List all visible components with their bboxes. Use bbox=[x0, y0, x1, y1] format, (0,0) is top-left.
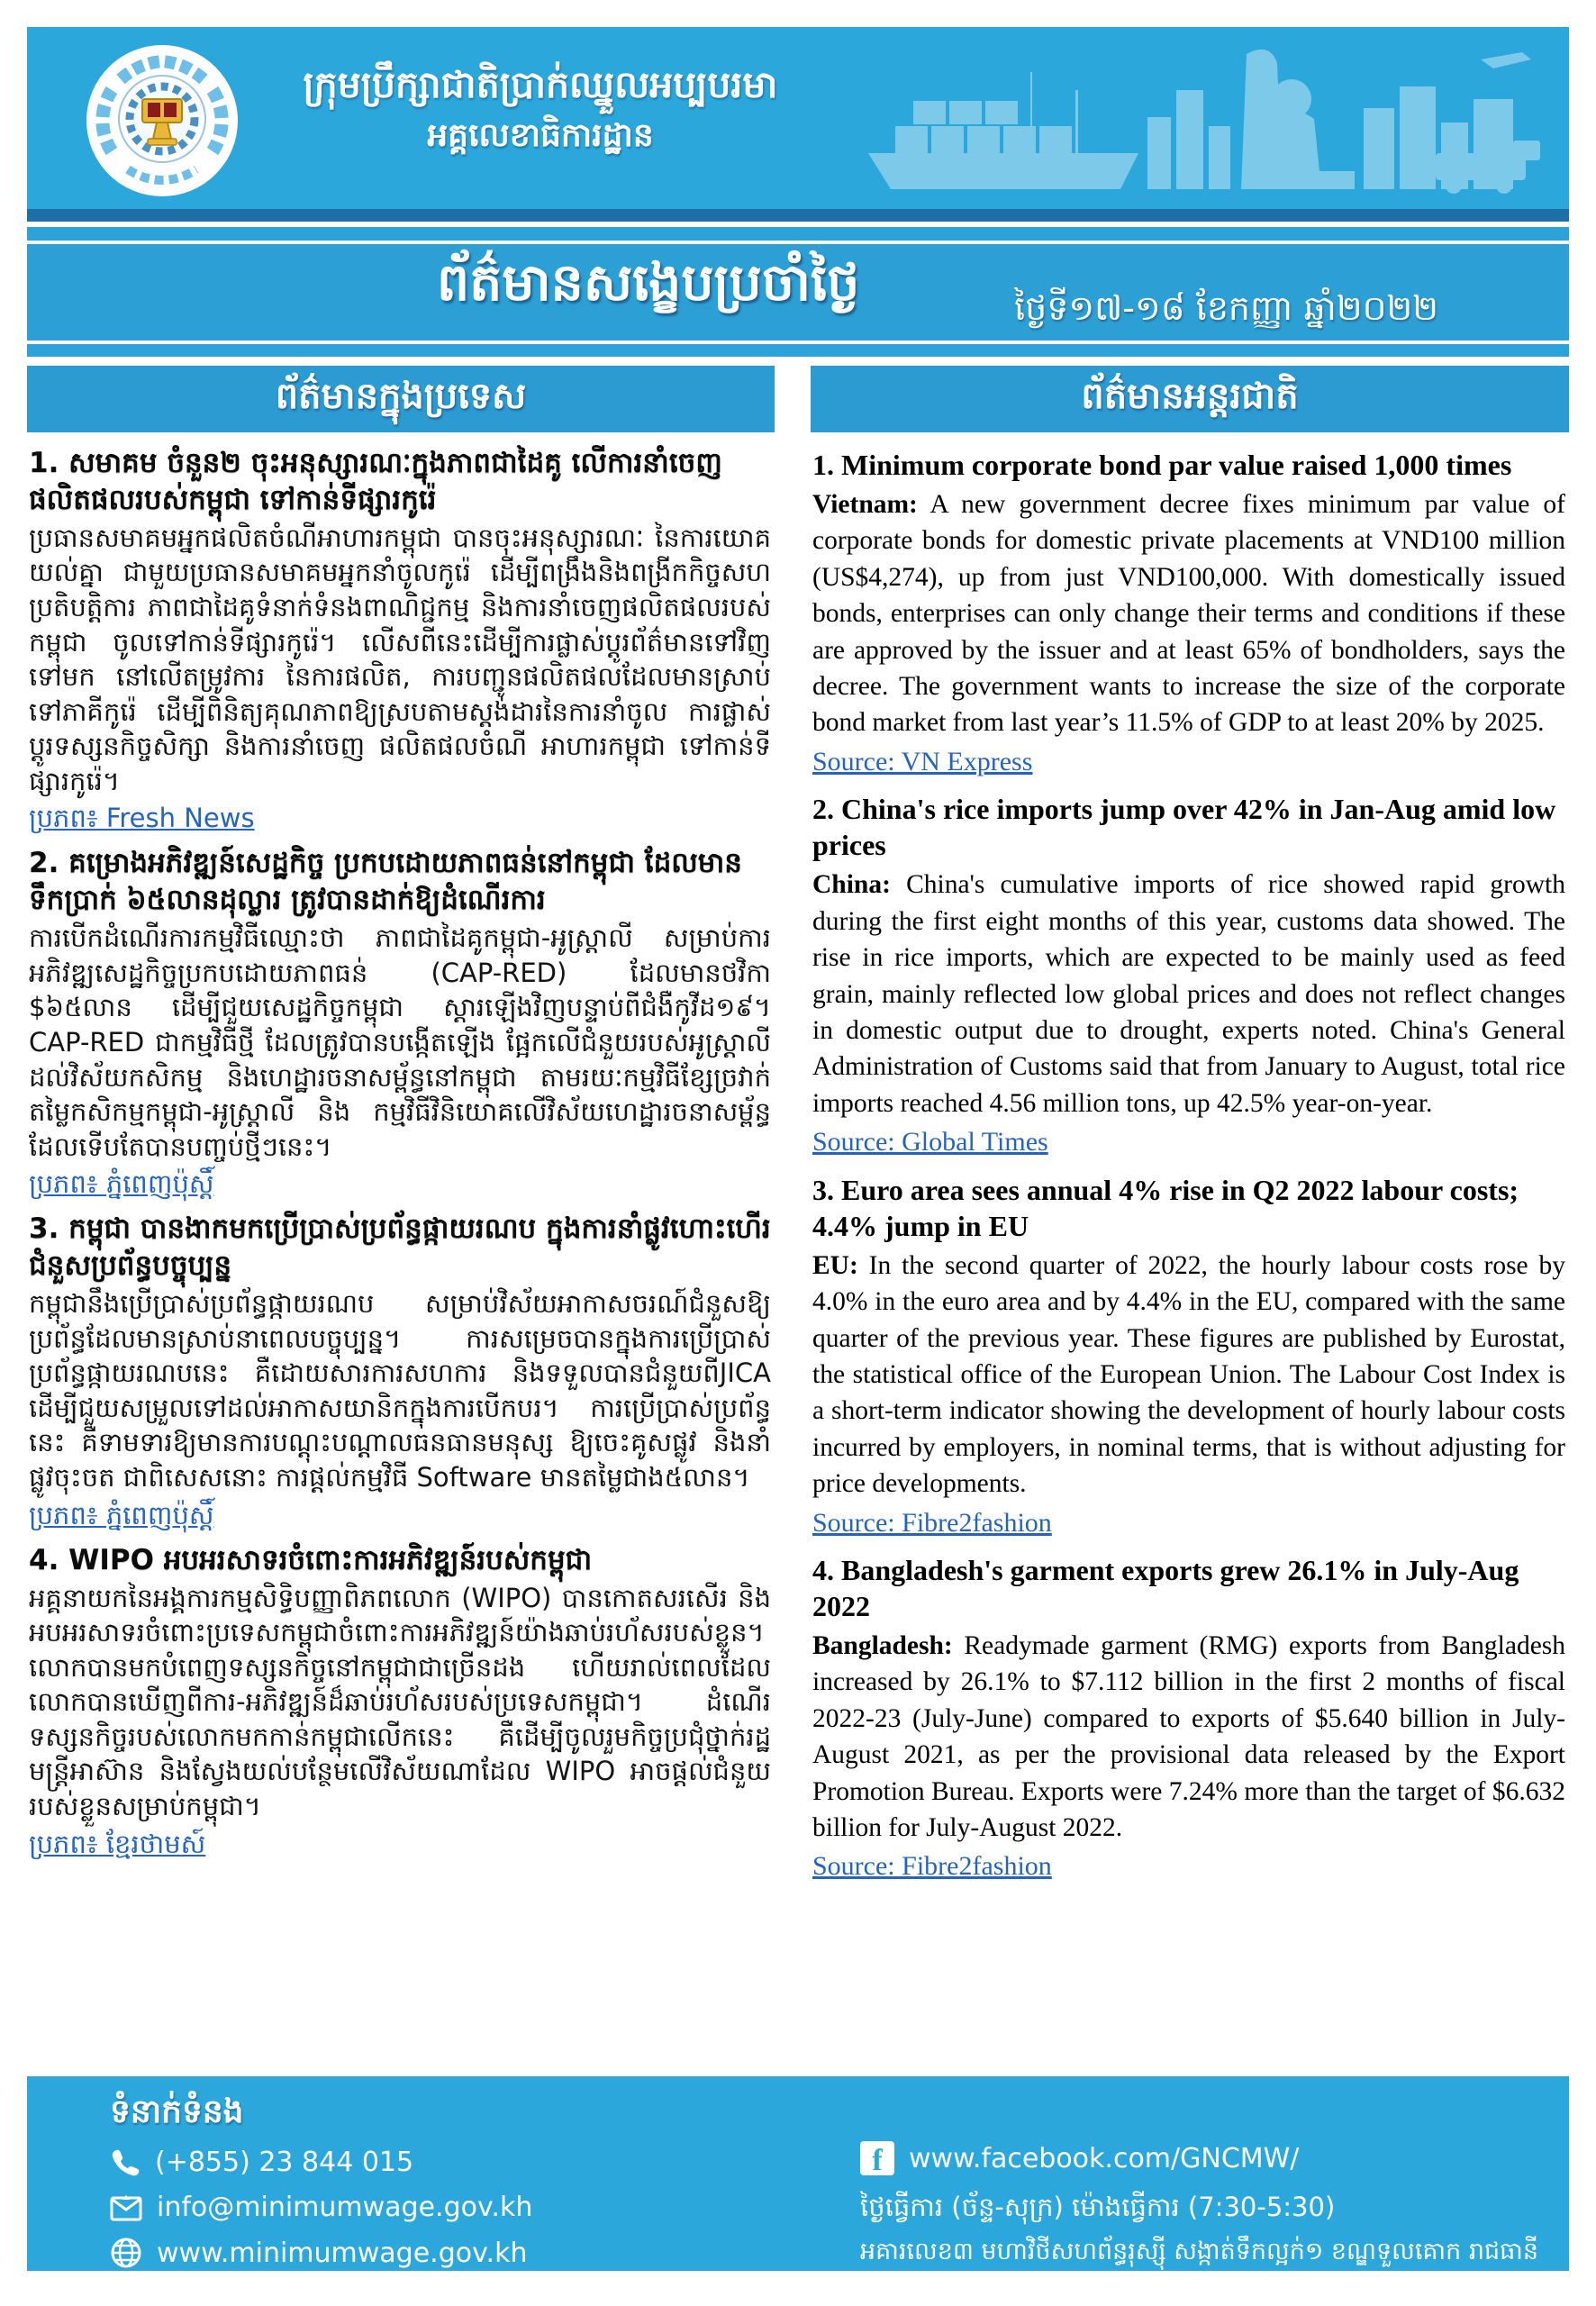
international-column-header bbox=[811, 366, 1569, 432]
website-row bbox=[110, 2237, 527, 2269]
source-link[interactable]: Source: VN Express bbox=[812, 746, 1033, 776]
news-item-title: 1. សមាគម ចំនួន២ ចុះអនុស្សារណៈក្នុងភាពជាដៃគូ លើការនាំចេញផលិតផលរបស់កម្ពុជា ទៅកាន់ទីផ្សារកូរ៉េ bbox=[29, 447, 722, 516]
news-item-title: 2. China's rice imports jump over 42% in Jan-Aug amid low prices bbox=[812, 793, 1556, 862]
news-item-lead: China: bbox=[812, 870, 891, 900]
news-item-title: 4. WIPO អបអរសាទរចំពោះការអភិវឌ្ឍន៍របស់កម្ពុជា bbox=[29, 1543, 593, 1576]
globe-icon bbox=[110, 2237, 142, 2269]
news-item bbox=[812, 1172, 1565, 1547]
source-link[interactable]: Source: Fibre2fashion bbox=[812, 1851, 1052, 1882]
domestic-news-column bbox=[27, 366, 775, 2074]
organization-logo-icon bbox=[85, 43, 240, 198]
news-item-title: 3. កម្ពុជា បានងាកមកប្រើប្រាស់ប្រព័ន្ធផ្កាយរណប ក្នុងការនាំផ្លូវហោះហើរជំនួសប្រព័ន្ធបច្ចុប្បន្ន bbox=[29, 1212, 771, 1283]
phone-number[interactable]: (+855) 23 844 015 bbox=[155, 2147, 414, 2178]
news-item-lead: Vietnam: bbox=[812, 490, 918, 519]
source-link[interactable]: ប្រភព៖ Fresh News bbox=[29, 803, 255, 834]
news-item-lead: EU: bbox=[812, 1250, 858, 1280]
organization-name bbox=[279, 58, 802, 159]
phone-row bbox=[110, 2147, 413, 2178]
news-item bbox=[812, 1552, 1565, 1891]
domestic-column-content bbox=[27, 432, 775, 1867]
email-row bbox=[110, 2192, 532, 2223]
office-address: អគារលេខ៣ មហាវិថីសហព័ន្ធរុស្ស៊ី សង្កាត់ទឹកល្អក់១ ខណ្ឌទួលគោក រាជធានីភ្នំពេញ bbox=[860, 2238, 1538, 2301]
source-link[interactable]: ប្រភព៖ ភ្នំពេញប៉ុស្តិ៍ bbox=[29, 1499, 214, 1530]
facebook-icon: f bbox=[860, 2141, 894, 2175]
divider-strip-top bbox=[27, 227, 1569, 241]
industry-illustration-icon bbox=[859, 36, 1562, 207]
contact-title: ទំនាក់ទំនង bbox=[110, 2093, 244, 2130]
news-item bbox=[29, 1211, 771, 1538]
facebook-url[interactable]: www.facebook.com/GNCMW/ bbox=[909, 2142, 1300, 2174]
phone-icon bbox=[110, 2147, 141, 2178]
source-link[interactable]: ប្រភព៖ ខ្មែរថាមស៍ bbox=[29, 1828, 206, 1859]
news-item-title: 3. Euro area sees annual 4% rise in Q2 2022 labour costs; 4.4% jump in EU bbox=[812, 1173, 1519, 1242]
domestic-column-title: ព័ត៌មានក្នុងប្រទេស bbox=[275, 375, 527, 417]
source-link[interactable]: Source: Global Times bbox=[812, 1127, 1048, 1158]
org-name-line1: ក្រុមប្រឹក្សាជាតិប្រាក់ឈ្នួលអប្បបរមា bbox=[303, 63, 778, 106]
envelope-icon bbox=[110, 2194, 142, 2221]
banner-title: ព័ត៌មានសង្ខេបប្រចាំថ្ងៃ bbox=[437, 253, 860, 313]
international-column-title: ព័ត៌មានអន្តរជាតិ bbox=[1081, 375, 1299, 417]
banner-date: ថ្ងៃទី១៧-១៨ ខែកញ្ញា ឆ្នាំ២០២២ bbox=[1014, 288, 1438, 328]
news-item bbox=[29, 845, 771, 1207]
page-footer bbox=[27, 2076, 1569, 2301]
page-header bbox=[27, 27, 1569, 222]
news-item-title: 2. គម្រោងអភិវឌ្ឍន៍សេដ្ឋកិច្ច ប្រកបដោយភាពធន់នៅកម្ពុជា ដែលមានទឹកប្រាក់ ៦៥លានដុល្លារ ត្រូវបានដាក់ឱ្យដំណើរការ bbox=[29, 847, 742, 917]
news-item bbox=[29, 1542, 771, 1867]
news-item bbox=[812, 447, 1565, 785]
email-address[interactable]: info@minimumwage.gov.kh bbox=[157, 2192, 533, 2223]
news-item-body: កម្ពុជានឹងប្រើប្រាស់ប្រព័ន្ធផ្កាយរណប សម្រាប់វិស័យអាកាសចរណ៍ជំនួសឱ្យប្រព័ន្ធដែលមានស្រាប់នាពេលបច្ចុប្បន្ន។ ការសម្រេចបានក្នុងការប្រើប្រាស់ប្រព័ន្ធផ្កាយរណបនេះ គឺដោយសារការសហការ និងទទួលបានជំនួយពីJICA ដើម្បីជួយសម្រួលទៅដល់អាកាសយានិកក្នុងការបើកបរ។ ការប្រើប្រាស់ប្រព័ន្ធនេះ គឺទាមទារឱ្យមានការបណ្តុះបណ្តាលធនធានមនុស្ស ឱ្យចេះគូសផ្លូវ និងនាំផ្លូវចុះចត ជាពិសេសនោះ ការផ្តល់កម្មវិធី Software មានតម្លៃជាង៥លាន។ bbox=[29, 1288, 771, 1493]
news-item bbox=[29, 445, 771, 841]
working-hours: ថ្ងៃធ្វើការ (ច័ន្ទ-សុក្រ) ម៉ោងធ្វើការ (7:30-5:30) bbox=[860, 2192, 1336, 2222]
source-link[interactable]: ប្រភព៖ ភ្នំពេញប៉ុស្តិ៍ bbox=[29, 1168, 214, 1200]
news-item-body: Bangladesh: Readymade garment (RMG) exports from Bangladesh increased by 26.1% to $7.112 billion in the first 2 months of fiscal 2022-23 (July-June) compared to exports of $5.640 billion in July-August 2021, as per the provisional data released by the Export Promotion Bureau. Exports were 7.24% more than the target of $6.632 billion for July-August 2022. bbox=[812, 1631, 1566, 1843]
daily-banner bbox=[27, 244, 1569, 340]
news-item-body: EU: In the second quarter of 2022, the hourly labour costs rose by 4.0% in the euro area and by 4.4% in the EU, compared with the same quarter of the previous year. These figures are published by Eurostat, the statistical office of the European Union. The Labour Cost Index is a short-term indicator showing the development of hourly labour costs incurred by employers, in nominal terms, that is without adjusting for price developments. bbox=[812, 1250, 1565, 1499]
news-item bbox=[812, 791, 1565, 1166]
divider-strip-bottom bbox=[27, 344, 1569, 357]
news-item-body: ការបើកដំណើរការកម្មវិធីឈ្មោះថា ភាពជាដៃគូកម្ពុជា-អូស្ត្រាលី សម្រាប់ការអភិវឌ្ឍសេដ្ឋកិច្ចប្រកបដោយភាពធន់ (CAP-RED) ដែលមានថវិកា $៦៥លាន ដើម្បីជួយសេដ្ឋកិច្ចកម្ពុជា ស្តារឡើងវិញបន្ទាប់ពីជំងឺកូវីដ១៩។ CAP-RED ជាកម្មវិធីថ្មី ដែលត្រូវបានបង្កើតឡើង ផ្អែកលើជំនួយរបស់អូស្ត្រាលី ដល់វិស័យកសិកម្ម និងហេដ្ឋារចនាសម្ព័ន្ធនៅកម្ពុជា តាមរយៈកម្មវិធីខ្សែច្រវាក់តម្លៃកសិកម្មកម្ពុជា-អូស្ត្រាលី និង កម្មវិធីវិនិយោគលើវិស័យហេដ្ឋារចនាសម្ព័ន្ធ ដែលទើបតែបានបញ្ចប់ថ្មីៗនេះ។ bbox=[29, 922, 771, 1162]
news-item-lead: Bangladesh: bbox=[812, 1631, 953, 1661]
source-link[interactable]: Source: Fibre2fashion bbox=[812, 1507, 1052, 1538]
domestic-column-header bbox=[27, 366, 775, 432]
facebook-row bbox=[860, 2141, 1299, 2175]
news-item-body: ប្រធានសមាគមអ្នកផលិតចំណីអាហារកម្ពុជា បានចុះអនុស្សារណៈ នៃការយោគយល់គ្នា ជាមួយប្រធានសមាគមអ្នកនាំចូលកូរ៉េ ដើម្បីពង្រឹងនិងពង្រីកកិច្ចសហប្រតិបត្តិការ ភាពជាដៃគូទំនាក់ទំនងពាណិជ្ជកម្ម និងការនាំចេញផលិតផលរបស់កម្ពុជា ចូលទៅកាន់ទីផ្សារកូរ៉េ។ លើសពីនេះដើម្បីការផ្លាស់ប្តូរព័ត៌មានទៅវិញទៅមក នៅលើតម្រូវការ នៃការផលិត, ការបញ្ជូនផលិតផលដែលមានស្រាប់ ទៅភាគីកូរ៉េ ដើម្បីពិនិត្យគុណភាពឱ្យស្របតាមស្តង់ដារនៃការនាំចូល ការផ្លាស់ប្តូរទស្សនកិច្ចសិក្សា និងការនាំចេញ ផលិតផលចំណី អាហារកម្ពុជា ទៅកាន់ទីផ្សារកូរ៉េ។ bbox=[29, 522, 771, 796]
news-item-title: 4. Bangladesh's garment exports grew 26.1% in July-Aug 2022 bbox=[812, 1554, 1519, 1623]
international-news-column bbox=[811, 366, 1569, 2074]
news-item-title: 1. Minimum corporate bond par value raised 1,000 times bbox=[812, 449, 1512, 481]
news-item-body: China: China's cumulative imports of rice showed rapid growth during the first eight months of this year, customs data showed. The rise in rice imports, which are expected to be mainly used as feed grain, mainly reflected low global prices and does not reflect changes in domestic output due to drought, experts noted. China's General Administration of Customs said that from January to August, total rice imports reached 4.56 million tons, up 42.5% year-on-year. bbox=[812, 870, 1565, 1118]
website-url[interactable]: www.minimumwage.gov.kh bbox=[157, 2237, 528, 2269]
news-item-body: Vietnam: A new government decree fixes minimum par value of corporate bonds for domestic private placements at VND100 million (US$4,274), up from just VND100,000. With domestically issued bonds, enterprises can only change their terms and conditions if these are approved by the issuer and at least 65% of bondholders, says the decree. The government wants to increase the size of the corporate bond market from last year’s 11.5% of GDP to at least 20% by 2025. bbox=[812, 490, 1565, 738]
international-column-content bbox=[811, 432, 1569, 1891]
news-item-body: អគ្គនាយកនៃអង្គការកម្មសិទ្ធិបញ្ញាពិភពលោក (WIPO) បានកោតសរសើរ និងអបអរសាទរចំពោះប្រទេសកម្ពុជាចំពោះការអភិវឌ្ឍន៍យ៉ាងឆាប់រហ័សរបស់ខ្លួន។ លោកបានមកបំពេញទស្សនកិច្ចនៅកម្ពុជាជាច្រើនដង ហើយរាល់ពេលដែលលោកបានឃើញពីការ-អភិវឌ្ឍន៍ដ៏ឆាប់រហ័សរបស់ប្រទេសកម្ពុជា។ ដំណើរទស្សនកិច្ចរបស់លោកមកកាន់កម្ពុជាលើកនេះ គឺដើម្បីចូលរួមកិច្ចប្រជុំថ្នាក់រដ្ឋមន្ត្រីអាស៊ាន និងស្វែងយល់បន្ថែមលើវិស័យណាដែល WIPO អាចផ្តល់ជំនួយរបស់ខ្លួនសម្រាប់កម្ពុជា។ bbox=[29, 1582, 771, 1821]
org-name-line2: អគ្គលេខាធិការដ្ឋាន bbox=[427, 116, 654, 154]
